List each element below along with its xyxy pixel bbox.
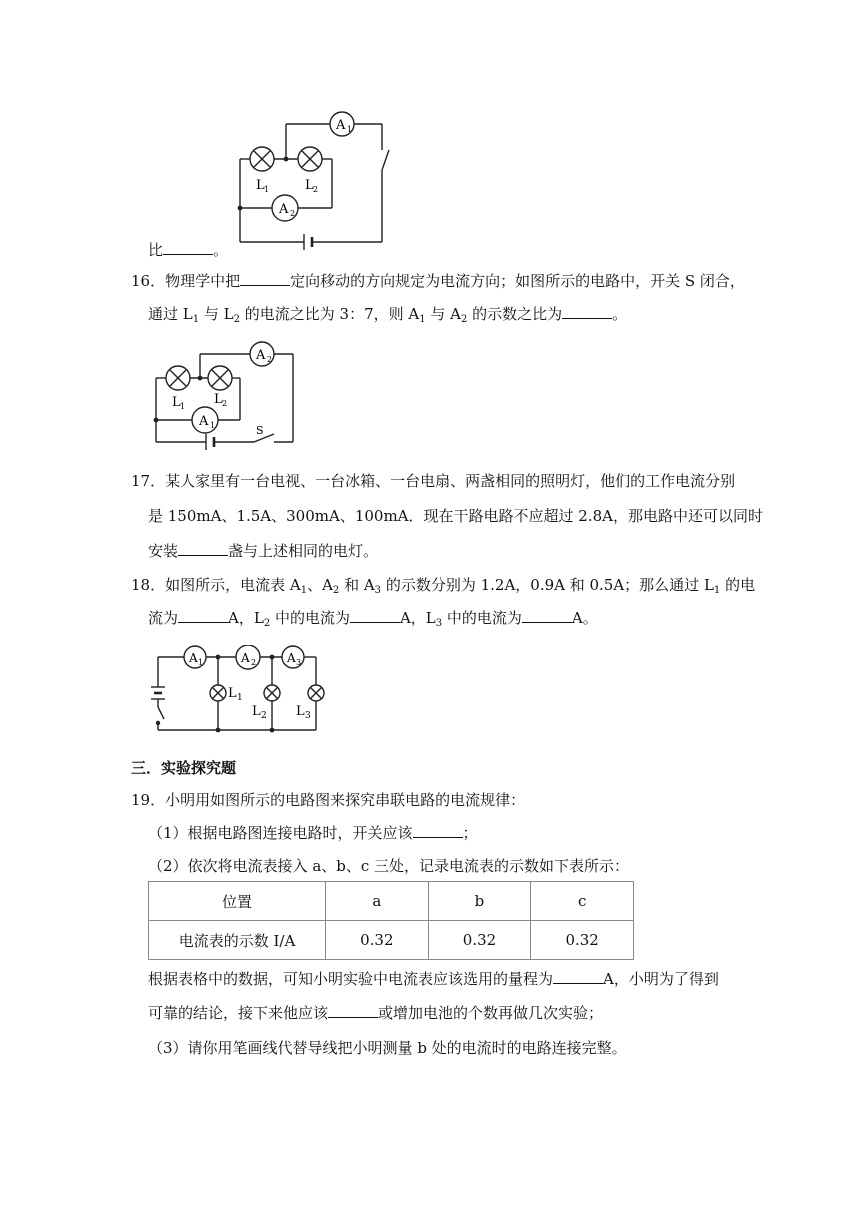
q16-line2: 通过 $L_1$ 与 $L_2$ 的电流之比为 3：7，则 $A_1$ 与 $A_2$ 的示数之比为 。: [148, 305, 628, 325]
q18-line1: 18．如图所示，电流表 $A_1$、$A_2$ 和 $A_3$ 的示数分别为 1.2A，0.9A 和 0.5A；那么通过 $L_1$ 的电: [131, 576, 756, 596]
answer-blank[interactable]: [350, 608, 400, 623]
svg-text:3: 3: [296, 658, 302, 667]
answer-blank[interactable]: [163, 240, 213, 255]
circuit-diagram-q15: [230, 110, 400, 250]
section-heading: 三．实验探究题: [131, 759, 237, 777]
svg-text:1: 1: [347, 125, 353, 134]
q19-after-line1: 根据表格中的数据，可知小明实验中电流表应该选用的量程为 A，小明为了得到: [148, 970, 719, 988]
question-number: 19．: [131, 791, 166, 809]
ammeter-a1-label: A: [199, 414, 209, 429]
lamp-l1-label: L: [256, 178, 265, 193]
table-cell: 0.32: [326, 921, 429, 960]
answer-blank[interactable]: [178, 541, 228, 556]
q15-tail: 比 。: [148, 241, 229, 259]
table-cell: c: [531, 882, 634, 921]
q16-line1: 16．物理学中把 定向移动的方向规定为电流方向；如图所示的电路中，开关 S 闭合，: [131, 272, 745, 290]
ammeter-a2-label: A: [256, 348, 266, 363]
answer-blank[interactable]: [178, 608, 228, 623]
current-reading-table: [148, 881, 634, 960]
svg-text:1: 1: [237, 693, 243, 703]
answer-blank[interactable]: [413, 823, 463, 838]
answer-blank[interactable]: [522, 608, 572, 623]
svg-text:2: 2: [261, 711, 267, 721]
answer-blank[interactable]: [553, 969, 603, 984]
q19-part1: （1）根据电路图连接电路时，开关应该 ；: [148, 824, 478, 842]
lamp-l1-label: L: [172, 395, 181, 410]
circuit-diagram-q16: [148, 340, 303, 455]
lamp-l2-label: L: [214, 392, 223, 407]
lamp-l2-label: L: [305, 178, 314, 193]
svg-text:1: 1: [198, 658, 204, 667]
ammeter-a2-label: A: [241, 651, 250, 665]
ammeter-a1-label: A: [336, 118, 346, 133]
table-row: [149, 921, 634, 960]
q17-line1: 17．某人家里有一台电视、一台冰箱、一台电扇、两盏相同的照明灯，他们的工作电流分别: [131, 472, 736, 490]
answer-blank[interactable]: [562, 304, 612, 319]
svg-text:2: 2: [222, 399, 228, 408]
q19-part3: （3）请你用笔画线代替导线把小明测量 b 处的电流时的电路连接完整。: [148, 1039, 627, 1057]
question-number: 17．: [131, 472, 166, 490]
table-cell: b: [428, 882, 531, 921]
lamp-l3-label: L: [296, 704, 305, 719]
q17-line3: 安装 盏与上述相同的电灯。: [148, 542, 379, 560]
svg-text:1: 1: [180, 402, 186, 411]
lamp-l2-label: L: [252, 704, 261, 719]
svg-text:3: 3: [305, 711, 311, 721]
q19-after-line2: 可靠的结论，接下来他应该 或增加电池的个数再做几次实验；: [148, 1004, 604, 1022]
ammeter-a1-label: A: [189, 651, 198, 665]
table-header-row: [149, 882, 634, 921]
question-number: 18．: [131, 576, 166, 594]
q18-line2: 流为 A，$L_2$ 中的电流为 A，$L_3$ 中的电流为 A。: [148, 609, 598, 629]
switch-s-label: S: [256, 424, 264, 437]
svg-text:1: 1: [210, 421, 216, 430]
svg-text:2: 2: [290, 209, 296, 218]
table-cell: 位置: [149, 882, 326, 921]
svg-text:2: 2: [251, 658, 257, 667]
svg-text:2: 2: [313, 185, 319, 194]
table-cell: a: [326, 882, 429, 921]
table-cell: 电流表的示数 I/A: [149, 921, 326, 960]
circuit-diagram-q18: [148, 645, 333, 737]
ammeter-a3-label: A: [287, 651, 296, 665]
q17-line2: 是 150mA、1.5A、300mA、100mA．现在干路电路不应超过 2.8A，那电路中还可以同时: [148, 507, 763, 525]
answer-blank[interactable]: [240, 271, 290, 286]
q19-intro: 19．小明用如图所示的电路图来探究串联电路的电流规律：: [131, 791, 526, 809]
table-cell: 0.32: [428, 921, 531, 960]
svg-text:2: 2: [267, 355, 273, 364]
question-number: 16．: [131, 272, 166, 290]
q19-part2: （2）依次将电流表接入 a、b、c 三处，记录电流表的示数如下表所示：: [148, 857, 630, 875]
svg-text:1: 1: [264, 185, 270, 194]
ammeter-a2-label: A: [279, 202, 289, 217]
answer-blank[interactable]: [328, 1003, 378, 1018]
lamp-l1-label: L: [228, 686, 237, 701]
table-cell: 0.32: [531, 921, 634, 960]
